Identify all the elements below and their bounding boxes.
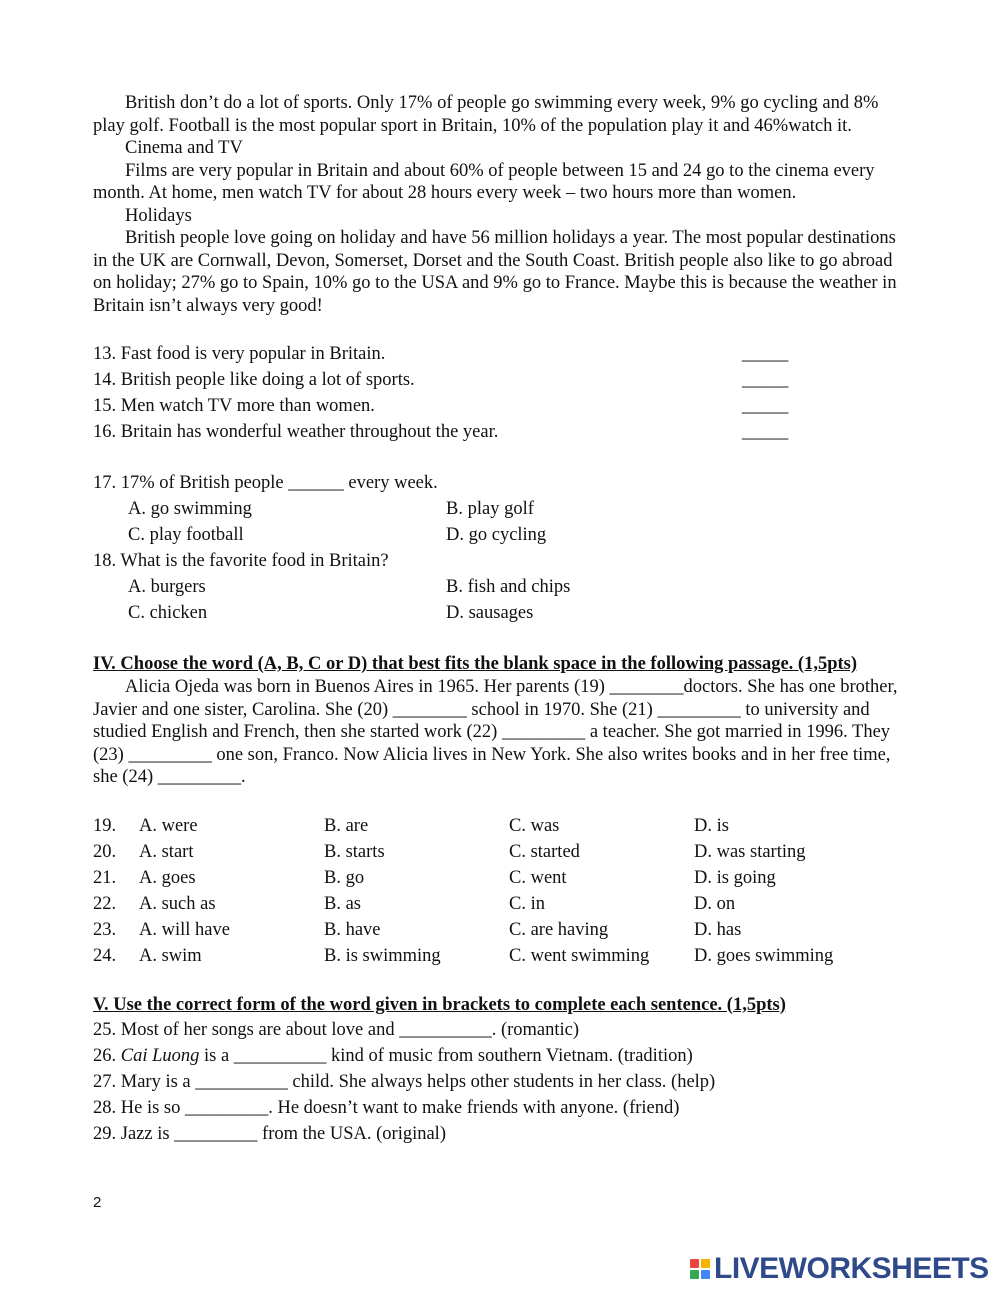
question-22-row (93, 891, 913, 917)
option-b[interactable]: B. as (324, 893, 361, 914)
option-b[interactable]: B. is swimming (324, 945, 441, 966)
question-number: 23. (93, 919, 117, 940)
question-29[interactable]: 29. Jazz is _________ from the USA. (original) (93, 1123, 446, 1144)
option-d[interactable]: D. on (694, 893, 736, 914)
option-d[interactable]: D. is (694, 815, 729, 836)
multiple-choice-questions (93, 470, 913, 626)
option-c[interactable]: C. play football (128, 525, 244, 545)
liveworksheets-logo (690, 1252, 989, 1286)
question-text: 14. British people like doing a lot of sports. (93, 370, 415, 390)
question-18-options-row-2 (93, 600, 913, 626)
option-d[interactable]: D. is going (694, 867, 776, 888)
page-number: 2 (93, 1194, 102, 1211)
question-text: 16. Britain has wonderful weather throughout the year. (93, 422, 499, 442)
option-b[interactable]: B. go (324, 867, 365, 888)
section-4 (93, 652, 913, 969)
option-b[interactable]: B. play golf (446, 499, 534, 519)
option-a[interactable]: A. were (139, 815, 198, 836)
section-4-title: IV. Choose the word (A, B, C or D) that best fits the blank space in the following passage. (1,5pts) (93, 654, 858, 674)
logo-mark-icon (690, 1259, 710, 1279)
option-a[interactable]: A. will have (139, 919, 230, 940)
section-5 (93, 993, 913, 1147)
question-24-row (93, 943, 913, 969)
option-d[interactable]: D. was starting (694, 841, 806, 862)
reading-paragraph-holidays: British people love going on holiday and have 56 million holidays a year. The most popular destinations in the UK are Cornwall, Devon, Somerset, Dorset and the South Coast. British people also like to go abroad on holiday; 27% go to Spain, 10% go to the USA and 9% go to France. Maybe this is because the weather in Britain isn’t always very good! (93, 228, 897, 316)
question-18: 18. What is the favorite food in Britain? (93, 551, 389, 571)
option-c[interactable]: C. started (509, 841, 580, 862)
option-d[interactable]: D. go cycling (446, 525, 547, 545)
question-28[interactable]: 28. He is so _________. He doesn’t want to make friends with anyone. (friend) (93, 1097, 680, 1118)
option-c[interactable]: C. chicken (128, 603, 208, 623)
option-a[interactable]: A. goes (139, 867, 196, 888)
question-number: 21. (93, 867, 117, 888)
reading-passage (93, 92, 913, 317)
reading-paragraph-sports: British don’t do a lot of sports. Only 17% of people go swimming every week, 9% go cycling and 8% play golf. Football is the most popular sport in Britain, 10% of the population play it and 46%watch it. (93, 93, 879, 136)
option-a[interactable]: A. go swimming (128, 499, 252, 519)
answer-blank[interactable]: _____ (742, 344, 789, 364)
option-d[interactable]: D. sausages (446, 603, 534, 623)
worksheet-page (93, 92, 913, 1147)
question-19-row (93, 813, 913, 839)
question-text: 15. Men watch TV more than women. (93, 396, 375, 416)
option-c[interactable]: C. was (509, 815, 560, 836)
answer-blank[interactable]: _____ (742, 396, 789, 416)
question-15 (93, 393, 913, 419)
option-c[interactable]: C. are having (509, 919, 609, 940)
question-17-options-row-2 (93, 522, 913, 548)
question-text: 13. Fast food is very popular in Britain. (93, 344, 386, 364)
option-d[interactable]: D. has (694, 919, 742, 940)
question-17-options-row-1 (93, 496, 913, 522)
option-b[interactable]: B. fish and chips (446, 577, 571, 597)
true-false-questions (93, 341, 913, 445)
section-4-passage: Alicia Ojeda was born in Buenos Aires in 1965. Her parents (19) ________doctors. She has one brother, Javier and one sister, Carolina. She (20) ________ school in 1970. She (21) _________ to university and studied English and French, then she started work (22) _________ a teacher. She got married in 1996. They (23) _________ one son, Franco. Now Alicia lives in New York. She also writes books and in her free time, she (24) _________. (93, 677, 898, 787)
option-c[interactable]: C. went (509, 867, 567, 888)
logo-text: LIVEWORKSHEETS (714, 1252, 989, 1285)
question-18-options-row-1 (93, 574, 913, 600)
option-a[interactable]: A. swim (139, 945, 202, 966)
question-number: 22. (93, 893, 117, 914)
italic-term: Cai Luong (120, 1045, 200, 1066)
question-number: 26. (93, 1045, 121, 1066)
option-b[interactable]: B. are (324, 815, 369, 836)
option-d[interactable]: D. goes swimming (694, 945, 834, 966)
question-21-row (93, 865, 913, 891)
question-text: is a __________ kind of music from southern Vietnam. (tradition) (199, 1045, 693, 1066)
question-13 (93, 341, 913, 367)
option-a[interactable]: A. burgers (128, 577, 206, 597)
answer-blank[interactable]: _____ (742, 422, 789, 442)
option-a[interactable]: A. start (139, 841, 194, 862)
option-b[interactable]: B. starts (324, 841, 385, 862)
question-27[interactable]: 27. Mary is a __________ child. She always helps other students in her class. (help) (93, 1071, 716, 1092)
question-25[interactable]: 25. Most of her songs are about love and __________. (romantic) (93, 1019, 580, 1040)
question-16 (93, 419, 913, 445)
section-5-title: V. Use the correct form of the word given in brackets to complete each sentence. (1,5pts) (93, 994, 786, 1015)
option-c[interactable]: C. in (509, 893, 545, 914)
question-23-row (93, 917, 913, 943)
reading-paragraph-cinema: Films are very popular in Britain and about 60% of people between 15 and 24 go to the cinema every month. At home, men watch TV for about 28 hours every week – two hours more than women. (93, 160, 875, 203)
answer-blank[interactable]: _____ (742, 370, 789, 390)
question-number: 24. (93, 945, 117, 966)
question-number: 20. (93, 841, 117, 862)
question-26[interactable] (93, 1043, 913, 1069)
question-17: 17. 17% of British people ______ every week. (93, 473, 438, 493)
option-b[interactable]: B. have (324, 919, 381, 940)
option-a[interactable]: A. such as (139, 893, 216, 914)
question-14 (93, 367, 913, 393)
question-number: 19. (93, 815, 117, 836)
section-4-options-grid (93, 813, 913, 969)
reading-heading-cinema: Cinema and TV (125, 138, 243, 158)
question-20-row (93, 839, 913, 865)
reading-heading-holidays: Holidays (125, 205, 192, 226)
option-c[interactable]: C. went swimming (509, 945, 650, 966)
